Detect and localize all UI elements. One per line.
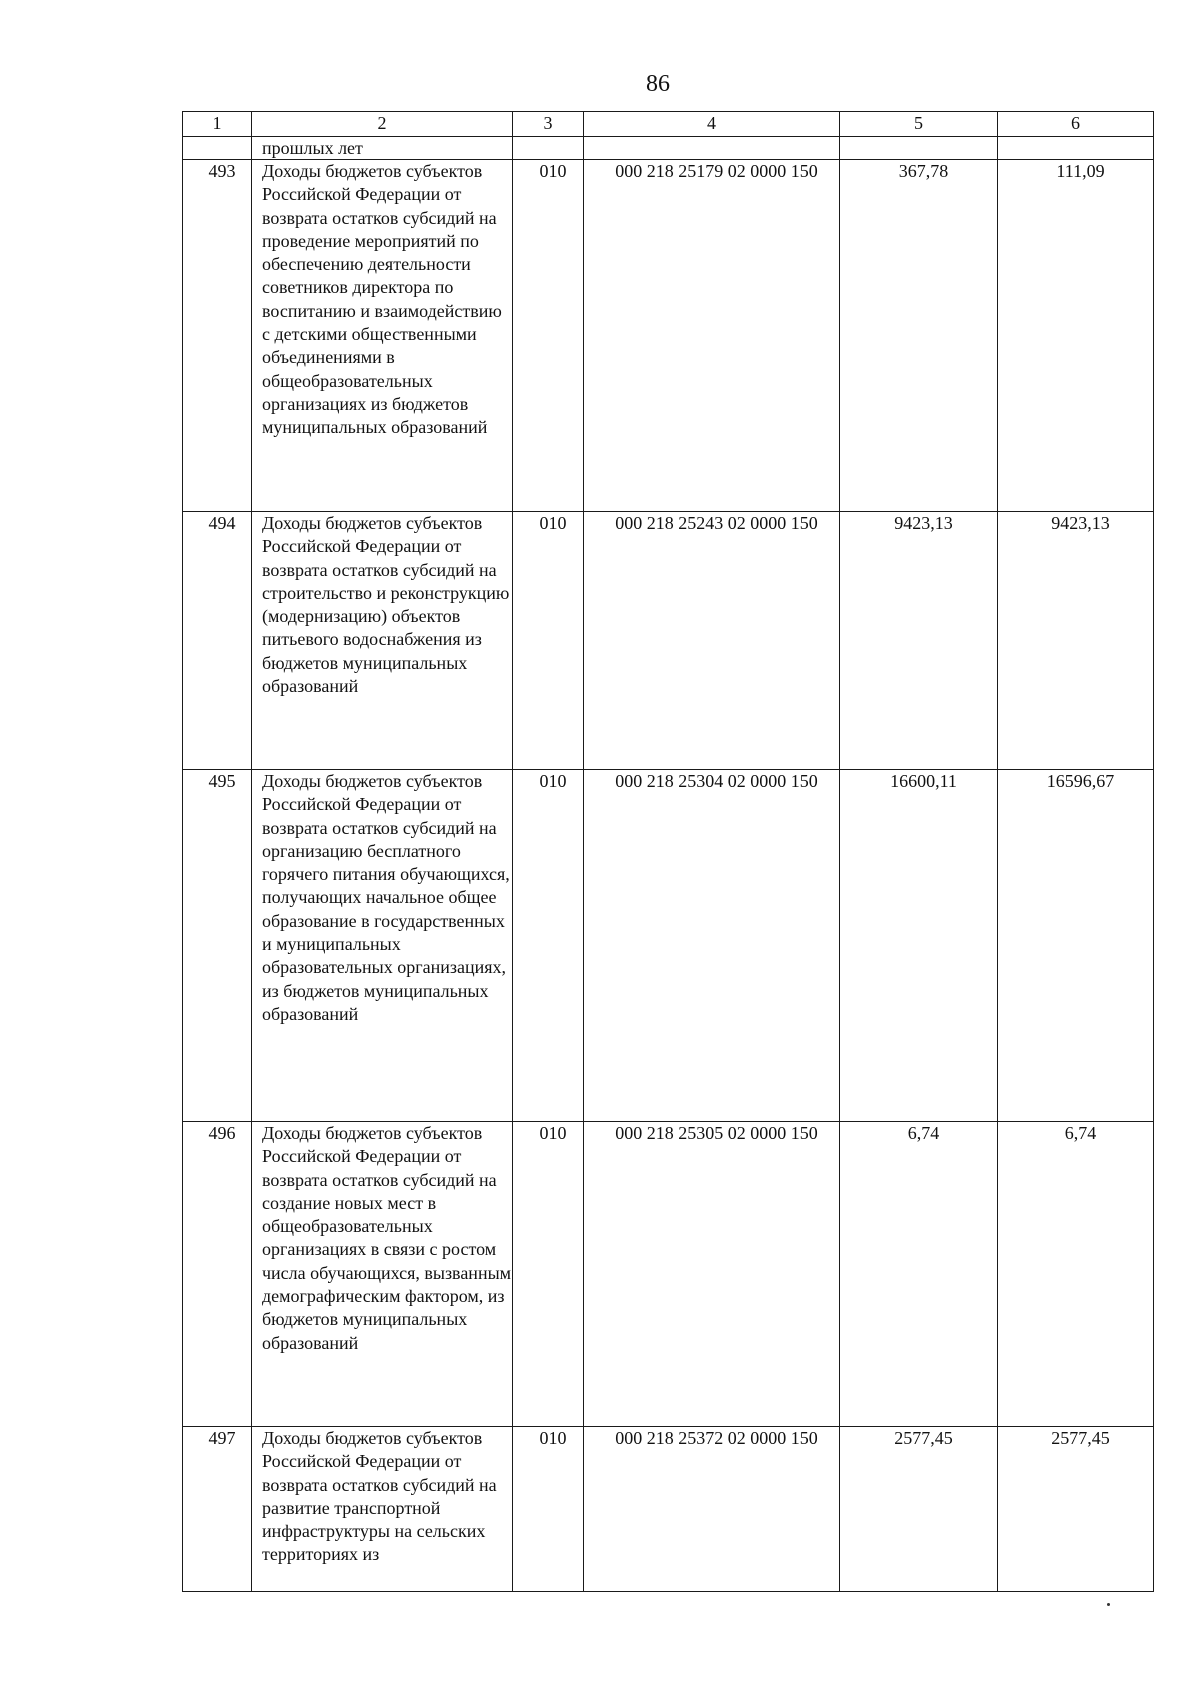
continuation-code-cell [584, 137, 840, 160]
header-cell-5: 5 [840, 112, 998, 137]
row-number-cell: 496 [183, 1122, 252, 1427]
row-code-cell: 000 218 25305 02 0000 150 [584, 1122, 840, 1427]
row-number-cell: 494 [183, 512, 252, 770]
row-fact-cell: 6,74 [998, 1122, 1154, 1427]
continuation-num-cell [183, 137, 252, 160]
scan-speck [1107, 1603, 1110, 1606]
table-row [183, 1122, 1154, 1427]
row-admin-cell: 010 [513, 1122, 584, 1427]
row-number-cell: 497 [183, 1427, 252, 1592]
continuation-admin-cell [513, 137, 584, 160]
row-name-cell: Доходы бюджетов субъектов Российской Федерации от возврата остатков субсидий на строительство и реконструкцию (модернизацию) объектов питьевого водоснабжения из бюджетов муниципальных образований [252, 512, 513, 770]
table-row [183, 512, 1154, 770]
row-fact-cell: 2577,45 [998, 1427, 1154, 1592]
row-fact-cell: 16596,67 [998, 770, 1154, 1122]
header-cell-1: 1 [183, 112, 252, 137]
continuation-name-cell: прошлых лет [252, 137, 513, 160]
row-code-cell: 000 218 25243 02 0000 150 [584, 512, 840, 770]
row-admin-cell: 010 [513, 1427, 584, 1592]
row-name-cell: Доходы бюджетов субъектов Российской Федерации от возврата остатков субсидий на организацию бесплатного горячего питания обучающихся, получающих начальное общее образование в государственных и муниципальных образовательных организациях, из бюджетов муниципальных образований [252, 770, 513, 1122]
table-row [183, 770, 1154, 1122]
row-fact-cell: 9423,13 [998, 512, 1154, 770]
row-plan-cell: 16600,11 [840, 770, 998, 1122]
row-plan-cell: 2577,45 [840, 1427, 998, 1592]
row-code-cell: 000 218 25372 02 0000 150 [584, 1427, 840, 1592]
row-plan-cell: 367,78 [840, 160, 998, 512]
header-cell-3: 3 [513, 112, 584, 137]
row-admin-cell: 010 [513, 160, 584, 512]
header-cell-4: 4 [584, 112, 840, 137]
row-plan-cell: 9423,13 [840, 512, 998, 770]
row-number-cell: 493 [183, 160, 252, 512]
header-cell-6: 6 [998, 112, 1154, 137]
continuation-plan-cell [840, 137, 998, 160]
table-row [183, 160, 1154, 512]
row-number-cell: 495 [183, 770, 252, 1122]
row-name-cell: Доходы бюджетов субъектов Российской Федерации от возврата остатков субсидий на проведение мероприятий по обеспечению деятельности советников директора по воспитанию и взаимодействию с детскими общественными объединениями в общеобразовательных организациях из бюджетов муниципальных образований [252, 160, 513, 512]
row-admin-cell: 010 [513, 770, 584, 1122]
row-fact-cell: 111,09 [998, 160, 1154, 512]
row-code-cell: 000 218 25179 02 0000 150 [584, 160, 840, 512]
page-number: 86 [646, 71, 670, 97]
continuation-row [183, 137, 1154, 160]
row-code-cell: 000 218 25304 02 0000 150 [584, 770, 840, 1122]
row-admin-cell: 010 [513, 512, 584, 770]
row-name-cell: Доходы бюджетов субъектов Российской Федерации от возврата остатков субсидий на создание новых мест в общеобразовательных организациях в связи с ростом числа обучающихся, вызванным демографическим фактором, из бюджетов муниципальных образований [252, 1122, 513, 1427]
table-row [183, 1427, 1154, 1592]
row-name-cell: Доходы бюджетов субъектов Российской Федерации от возврата остатков субсидий на развитие транспортной инфраструктуры на сельских территориях из [252, 1427, 513, 1592]
header-cell-2: 2 [252, 112, 513, 137]
continuation-fact-cell [998, 137, 1154, 160]
row-plan-cell: 6,74 [840, 1122, 998, 1427]
budget-table [182, 111, 1154, 1592]
header-row [183, 112, 1154, 137]
